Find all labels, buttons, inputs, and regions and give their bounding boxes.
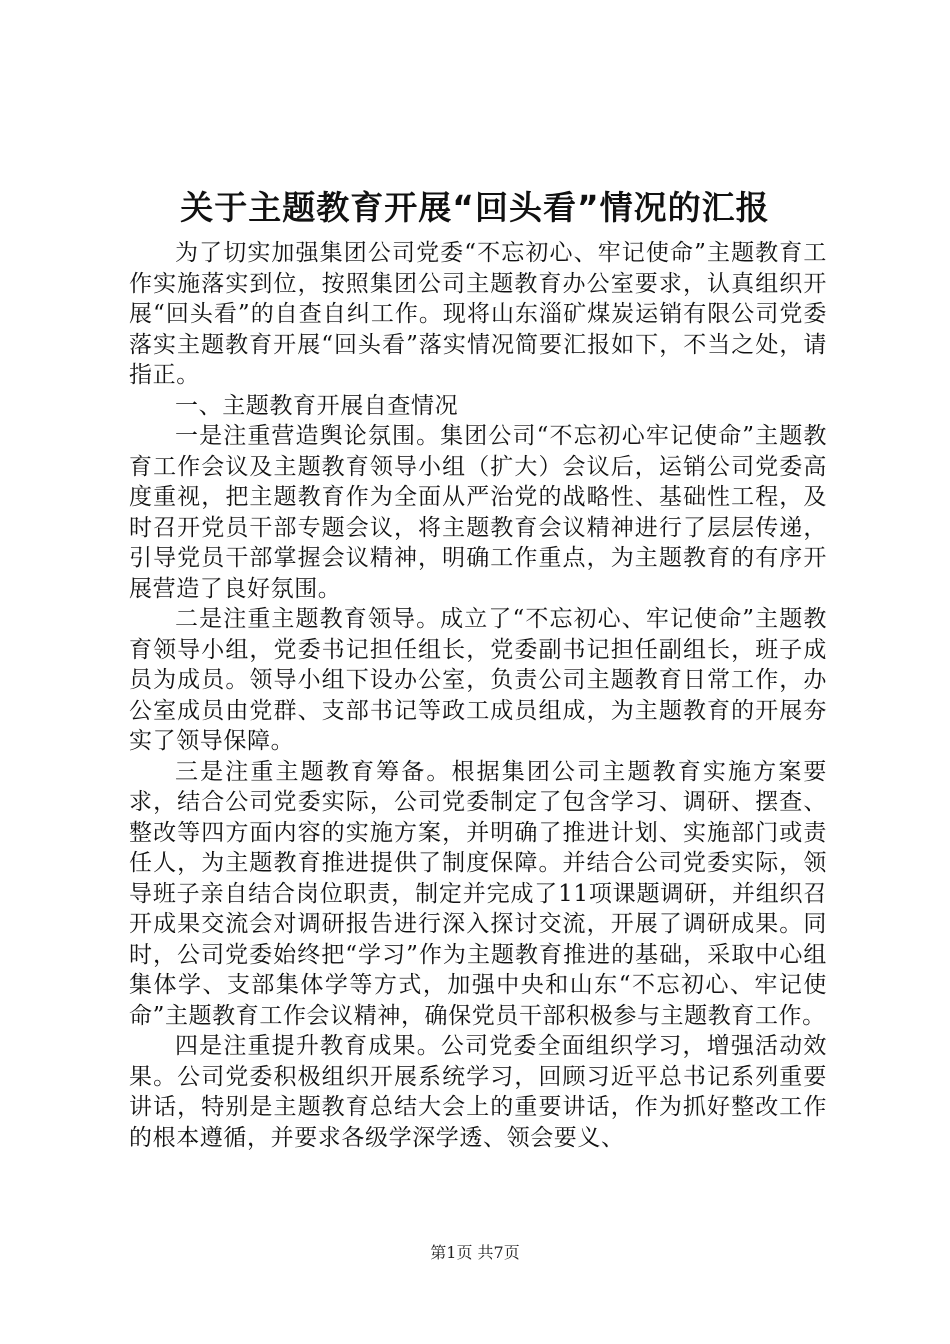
- document-body: [129, 238, 827, 1153]
- paragraph-4: 四是注重提升教育成果。公司党委全面组织学习，增强活动效果。公司党委积极组织开展系统学习，回顾习近平总书记系列重要讲话，特别是主题教育总结大会上的重要讲话，作为抓好整改工作的根本遵循，并要求各级学深学透、领会要义、: [129, 1033, 827, 1151]
- intro-paragraph: 为了切实加强集团公司党委“不忘初心、牢记使命”主题教育工作实施落实到位，按照集团公司主题教育办公室要求，认真组织开展“回头看”的自查自纠工作。现将山东淄矿煤炭运销有限公司党委落实主题教育开展“回头看”落实情况简要汇报如下，不当之处，请指正。: [129, 240, 827, 388]
- paragraph-1: 一是注重营造舆论氛围。集团公司“不忘初心牢记使命”主题教育工作会议及主题教育领导小组（扩大）会议后，运销公司党委高度重视，把主题教育作为全面从严治党的战略性、基础性工程，及时召开党员干部专题会议，将主题教育会议精神进行了层层传递，引导党员干部掌握会议精神，明确工作重点，为主题教育的有序开展营造了良好氛围。: [129, 423, 827, 602]
- paragraph-2: 二是注重主题教育领导。成立了“不忘初心、牢记使命”主题教育领导小组，党委书记担任组长，党委副书记担任副组长，班子成员为成员。领导小组下设办公室，负责公司主题教育日常工作，办公室成员由党群、支部书记等政工成员组成，为主题教育的开展夯实了领导保障。: [129, 606, 827, 754]
- document-title: 关于主题教育开展“回头看”情况的汇报: [180, 188, 770, 227]
- section-heading: 一、主题教育开展自查情况: [175, 392, 459, 419]
- page-number-footer: 第1页 共7页: [430, 1243, 520, 1262]
- paragraph-3: 三是注重主题教育筹备。根据集团公司主题教育实施方案要求，结合公司党委实际，公司党委制定了包含学习、调研、摆查、整改等四方面内容的实施方案，并明确了推进计划、实施部门或责任人，为主题教育推进提供了制度保障。并结合公司党委实际，领导班子亲自结合岗位职责，制定并完成了11项课题调研，并组织召开成果交流会对调研报告进行深入探讨交流，开展了调研成果。同时，公司党委始终把“学习”作为主题教育推进的基础，采取中心组集体学、支部集体学等方式，加强中央和山东“不忘初心、牢记使命”主题教育工作会议精神，确保党员干部积极参与主题教育工作。: [129, 758, 827, 1029]
